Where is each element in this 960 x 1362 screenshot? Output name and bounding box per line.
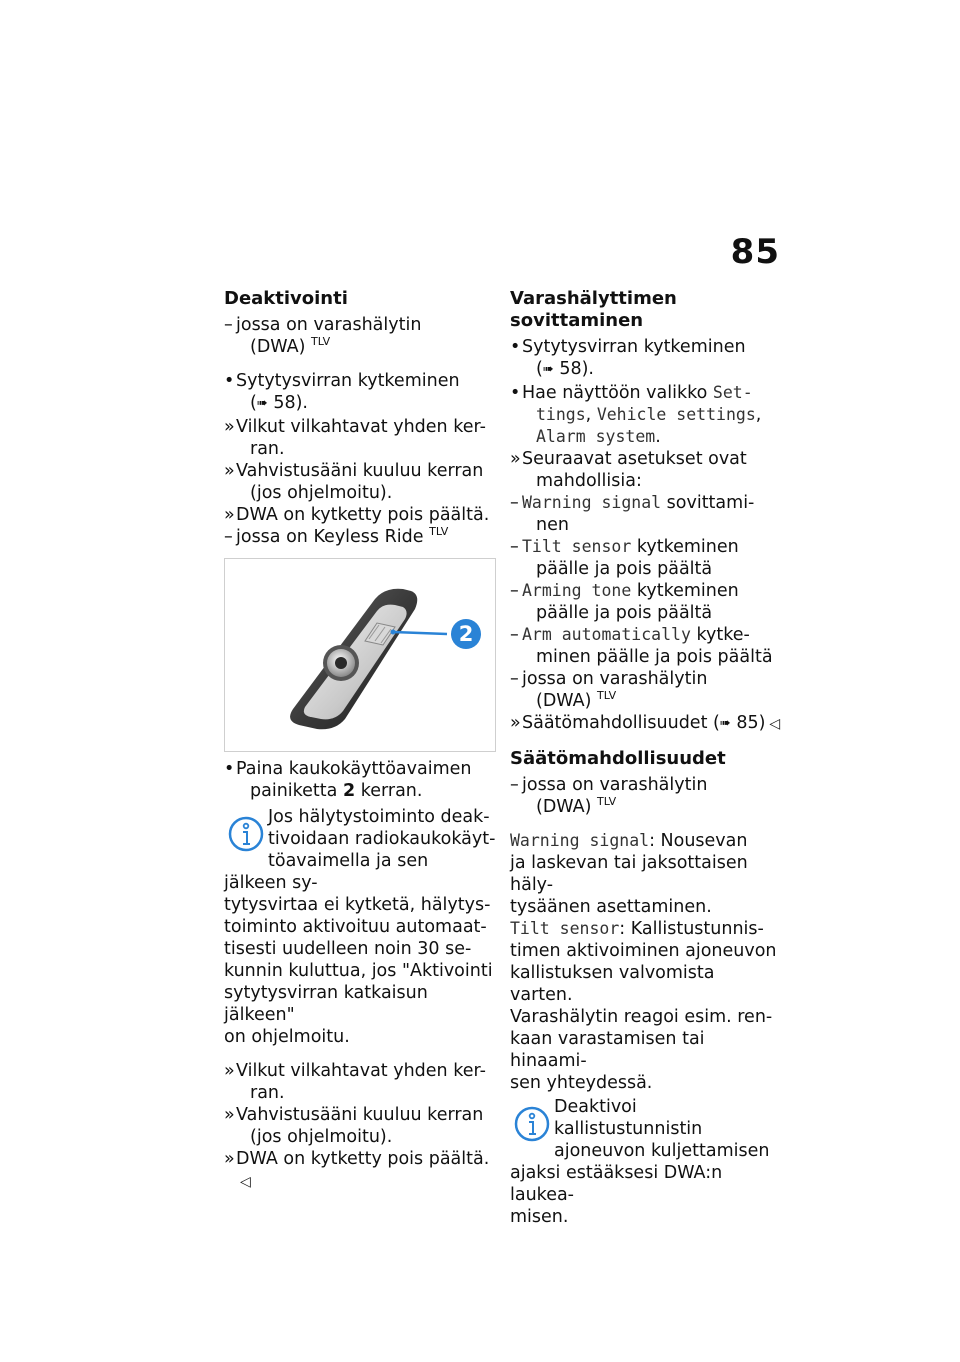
- info-note-tilt: [510, 1096, 782, 1228]
- result-indicators-2: » Vilkut vilkahtavat yhden ker- ran.: [224, 1061, 486, 1103]
- dash-marker: –: [224, 315, 233, 335]
- alarm-adjust-heading: Varashälyttimen sovittaminen: [510, 288, 677, 331]
- tlv-superscript: TLV: [597, 795, 617, 808]
- result-indicators: » Vilkut vilkahtavat yhden ker- ran.: [224, 417, 486, 459]
- tlv-superscript: TLV: [311, 335, 331, 348]
- step-ignition: • Sytytysvirran kytkeminen (➠ 58).: [510, 337, 746, 379]
- tilt-sensor-description: Tilt sensor: Kallistustunnis- timen aktivoiminen ajoneuvon kallistuksen valvomista varten. Varashälytin reagoi esim. ren- kaan varastamisen tai hinaami- sen yhteydessä.: [510, 919, 777, 1093]
- option-arming-tone: – Arming tone kytkeminen päälle ja pois päältä: [510, 581, 739, 623]
- warning-signal-description: Warning signal: Nousevan ja laskevan tai jaksottaisen häly- tysäänen asettaminen.: [510, 831, 748, 917]
- result-adjustments-ref: » Säätömahdollisuudet (➠ 85) ◁: [510, 713, 781, 733]
- result-dwa-off: » DWA on kytketty pois päältä.: [224, 505, 490, 525]
- dash-marker: –: [510, 537, 519, 557]
- result-marker: »: [224, 505, 235, 525]
- bullet-marker: •: [510, 383, 521, 403]
- option-warning-signal: – Warning signal sovittami- nen: [510, 493, 755, 535]
- result-marker: »: [224, 1149, 235, 1169]
- page-ref-arrow-icon: ➠: [256, 396, 268, 411]
- result-marker: »: [224, 417, 235, 437]
- dash-marker: –: [510, 581, 519, 601]
- bullet-marker: •: [224, 371, 235, 391]
- end-of-section-icon: ◁: [240, 1174, 251, 1190]
- info-icon: [510, 1098, 554, 1146]
- dash-marker: –: [510, 775, 519, 795]
- result-marker: »: [224, 1061, 235, 1081]
- left-column: [224, 288, 496, 1193]
- option-arm-automatically: – Arm automatically kytke- minen päälle ja pois päältä: [510, 625, 773, 667]
- result-tone-2: » Vahvistusääni kuuluu kerran (jos ohjelmoitu).: [224, 1105, 484, 1147]
- bullet-marker: •: [510, 337, 521, 357]
- step-open-menu: • Hae näyttöön valikko Set- tings, Vehicle settings, Alarm system.: [510, 383, 762, 447]
- result-settings-possible: » Seuraavat asetukset ovat mahdollisia:: [510, 449, 747, 491]
- page-ref-arrow-icon: ➠: [542, 362, 554, 377]
- info-icon: [224, 808, 268, 856]
- tlv-superscript: TLV: [597, 689, 617, 702]
- info-note: [224, 806, 496, 1048]
- dash-marker: –: [510, 625, 519, 645]
- key-fob-figure: [224, 558, 496, 752]
- condition-dwa: – jossa on varashälytin (DWA) $^{TLV}$: [510, 669, 708, 711]
- adjustments-heading: Säätömahdollisuudet: [510, 748, 726, 769]
- condition-dwa-2: – jossa on varashälytin (DWA) $^{TLV}$: [510, 775, 708, 817]
- callout-button-2: 2: [451, 619, 481, 649]
- result-marker: »: [510, 449, 521, 469]
- note-text: Jos hälytystoiminto deak- tivoidaan radiokaukokäyt- töavaimella ja sen jälkeen sy- tytysvirtaa ei kytketä, hälytys- toiminto aktivoituu automaat- tisesti uudelleen noin 30 se- kunnin kuluttua, jos "Aktivointi sytytysvirran katkaisun jälkeen" on ohjelmoitu.: [224, 807, 496, 1047]
- dash-marker: –: [510, 493, 519, 513]
- page-number: 85: [730, 232, 780, 272]
- key-fob-illustration: [225, 559, 495, 751]
- result-marker: »: [510, 713, 521, 733]
- condition-dwa: – jossa on varashälytin (DWA) $^{TLV}$: [224, 315, 422, 357]
- result-marker: »: [224, 461, 235, 481]
- dash-marker: –: [510, 669, 519, 689]
- page-ref-arrow-icon: ➠: [719, 716, 731, 731]
- end-of-section-icon: ◁: [769, 716, 781, 732]
- result-marker: »: [224, 1105, 235, 1125]
- note-text: Deaktivoi kallistustunnistin ajoneuvon kuljettamisen ajaksi estääksesi DWA:n laukea- misen.: [510, 1097, 770, 1227]
- step-press-button: • Paina kaukokäyttöavaimen painiketta 2 kerran.: [224, 759, 472, 801]
- deactivation-heading: Deaktivointi: [224, 288, 348, 309]
- result-tone: » Vahvistusääni kuuluu kerran (jos ohjelmoitu).: [224, 461, 484, 503]
- condition-keyless: – jossa on Keyless Ride $^{TLV}$: [224, 525, 449, 547]
- step-ignition: • Sytytysvirran kytkeminen (➠ 58).: [224, 371, 460, 413]
- page-ref-link[interactable]: 58).: [273, 393, 308, 413]
- page-ref-link[interactable]: 85): [736, 713, 766, 733]
- result-dwa-off-2: » DWA on kytketty pois päältä.◁: [224, 1148, 496, 1193]
- bullet-marker: •: [224, 759, 235, 779]
- tlv-superscript: TLV: [429, 525, 449, 538]
- option-tilt-sensor: – Tilt sensor kytkeminen päälle ja pois päältä: [510, 537, 739, 579]
- page-ref-link[interactable]: 58).: [559, 359, 594, 379]
- right-column: [510, 288, 782, 1228]
- dash-marker: –: [224, 527, 233, 547]
